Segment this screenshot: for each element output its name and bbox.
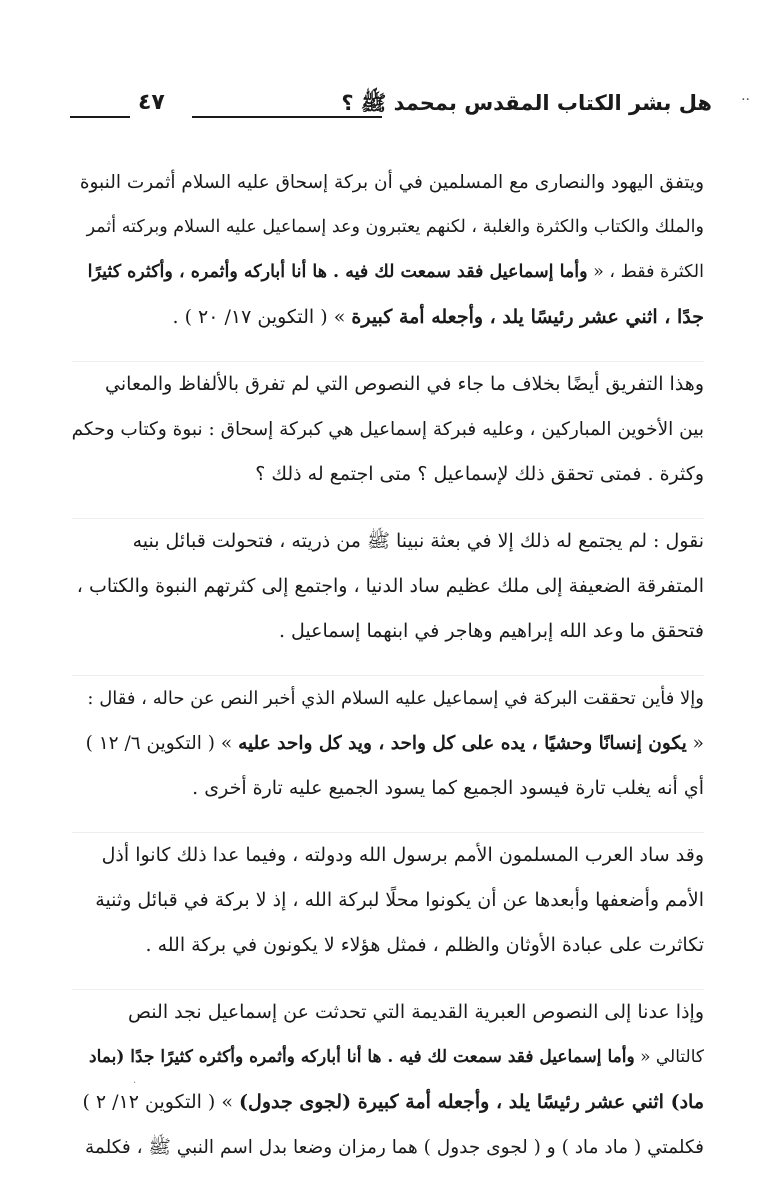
text-line [72,609,704,654]
text-run: والملك والكتاب والكثرة والغلبة ، لكنهم يعتبرون وعد إسماعيل عليه السلام وبركته أثمر [86,217,704,237]
text-line [72,766,704,811]
header-rule [192,116,382,118]
text-run: كالتالي « [634,1047,704,1067]
text-line [72,1125,704,1170]
text-line [72,878,704,923]
text-run: ويتفق اليهود والنصارى مع المسلمين في أن بركة إسحاق عليه السلام أثمرت النبوة [79,172,704,193]
text-line [72,250,704,295]
quoted-verse: يكون إنسانًا وحشيًا ، يده على كل واحد ، ويد كل واحد عليه [238,733,687,754]
text-line [72,295,704,340]
text-line [72,519,704,564]
paragraph [72,518,704,654]
text-run: بين الأخوين المباركين ، وعليه فبركة إسماعيل هي كبركة إسحاق : نبوة وكتاب وحكم [71,419,704,440]
text-line [72,833,704,878]
text-line [72,160,704,205]
text-line [72,1035,704,1080]
text-run: وإذا عدنا إلى النصوص العبرية القديمة التي تحدثت عن إسماعيل نجد النص [128,1001,704,1023]
text-line [72,564,704,609]
text-run: تكاثرت على عبادة الأوثان والظلم ، فمثل هؤلاء لا يكونون في بركة الله . [145,934,704,956]
text-run: فتحقق ما وعد الله إبراهيم وهاجر في ابنهما إسماعيل . [278,620,704,642]
text-run: » ( التكوين ١٧/ ٢٠ ) . [172,306,352,328]
text-line [72,923,704,968]
text-line [72,452,704,497]
running-title: هل بشر الكتاب المقدس بمحمد ﷺ ؟ [341,91,712,115]
text-line [72,990,704,1035]
text-run: فكلمتي ( ماد ماد ) و ( لجوى جدول ) هما رمزان وضعا بدل اسم النبي ﷺ ، فكلمة [84,1137,704,1158]
text-line [72,362,704,407]
header-rule-short [70,116,130,118]
text-run: الأمم وأضعفها وأبعدها عن أن يكونوا محلًا لبركة الله ، إذ لا بركة في قبائل وثنية [95,889,704,911]
paragraph [72,160,704,340]
text-run: » ( التكوين ١٢/ ٢ ) [82,1091,240,1113]
text-run: وإلا فأين تحققت البركة في إسماعيل عليه السلام الذي أخبر النص عن حاله ، فقال : [87,688,704,709]
running-header [70,88,750,128]
text-run: المتفرقة الضعيفة إلى ملك عظيم ساد الدنيا ، واجتمع إلى كثرتهم النبوة والكتاب ، [76,575,704,597]
text-line [72,205,704,250]
quoted-verse: وأما إسماعيل فقد سمعت لك فيه . ها أنا أباركه وأثمره وأكثره كثيرًا جدًا (بماد [89,1047,635,1067]
paragraph [72,989,704,1170]
quoted-verse: وأما إسماعيل فقد سمعت لك فيه . ها أنا أباركه وأثمره ، وأكثره كثيرًا [87,262,588,282]
text-run: وهذا التفريق أيضًا بخلاف ما جاء في النصوص التي لم تفرق بالألفاظ والمعاني [105,373,704,395]
paragraph [72,675,704,811]
footer-mark: · [133,1078,137,1089]
quoted-verse: ماد) اثني عشر رئيسًا يلد ، وأجعله أمة كبيرة (لجوى جدول) [239,1091,704,1113]
text-run: أي أنه يغلب تارة فيسود الجميع كما يسود الجميع عليه تارة أخرى . [192,777,704,799]
page-number: ٤٧ [138,90,165,115]
corner-mark: .. [741,88,750,104]
text-run: وقد ساد العرب المسلمون الأمم برسول الله ودولته ، وفيما عدا ذلك كانوا أذل [101,844,704,866]
body-text [72,160,704,1191]
text-line [72,721,704,766]
text-line [72,676,704,721]
quoted-verse: جدًا ، اثني عشر رئيسًا يلد ، وأجعله أمة كبيرة [351,306,704,328]
text-line [72,1080,704,1125]
text-run: » ( التكوين ٦/ ١٢ ) [85,733,239,754]
paragraph [72,832,704,968]
paragraph [72,361,704,497]
text-run: وكثرة . فمتى تحقق ذلك لإسماعيل ؟ متى اجتمع له ذلك ؟ [255,463,704,485]
text-run: نقول : لم يجتمع له ذلك إلا في بعثة نبينا ﷺ من ذريته ، فتحولت قبائل بنيه [132,530,704,552]
text-run: « [686,733,704,754]
text-line [72,407,704,452]
text-run: الكثرة فقط ، « [587,262,704,282]
